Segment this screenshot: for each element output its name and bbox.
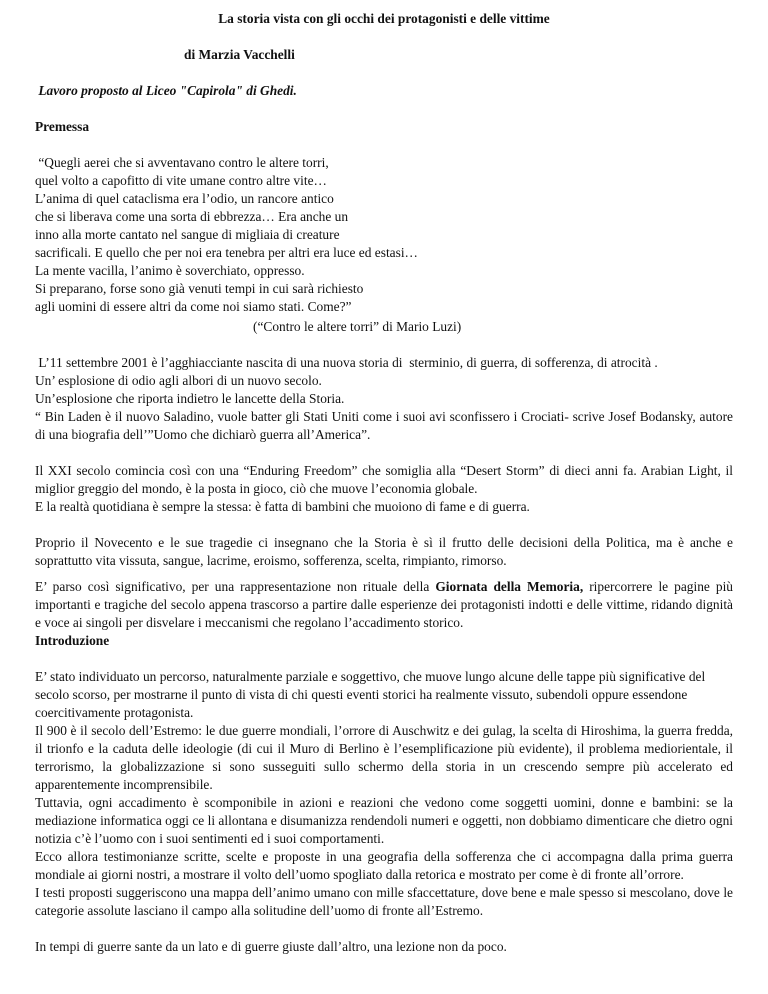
text-line: Un’ esplosione di odio agli albori di un nuovo secolo. [35,373,322,388]
september-11-lines [35,354,733,408]
paragraph-intro-2: Il 900 è il secolo dell’Estremo: le due guerre mondiali, l’orrore di Auschwitz e dei gulag, la scelta di Hiroshima, la guerra fredda, il trionfo e la caduta delle ideologie (di cui il Muro di Berlino è l’esemplificazione più evidente), il problema mediorientale, il terrorismo, la globalizzazione si sono susseguiti sullo schermo della storia in un crescendo sempre più accelerato ed apparentemente incomprensibile. [35,723,733,792]
poem-line: che si liberava come una sorta di ebbrezza… Era anche un [35,209,349,224]
poem-line: La mente vacilla, l’animo è soverchiato, oppresso. [35,263,305,278]
text-run: E’ parso così significativo, per una rappresentazione non rituale della [35,579,436,594]
paragraph-realta: E la realtà quotidiana è sempre la stessa: è fatta di bambini che muoiono di fame e di guerra. [35,499,530,514]
paragraph-intro-6: In tempi di guerre sante da un lato e di guerre giuste dall’altro, una lezione non da poco. [35,939,507,954]
paragraph-intro-4: Ecco allora testimonianze scritte, scelte e proposte in una geografia della sofferenza che ci accompagna dalla prima guerra mondiale ai giorni nostri, a mostrare il volto dell’uomo spogliato dalla retorica e mostrato per come è di fronte all’orrore. [35,849,733,882]
paragraph-giornata-memoria [35,578,733,632]
document-subtitle: Lavoro proposto al Liceo "Capirola" di Ghedi. [35,83,297,98]
paragraph-novecento: Proprio il Novecento e le sue tragedie ci insegnano che la Storia è sì il frutto delle decisioni della Politica, ma è anche e soprattutto vita vissuta, sangue, lacrime, eroismo, sofferenza, scelta, rimpianto, rimorso. [35,535,733,568]
paragraph-intro-1: E’ stato individuato un percorso, naturalmente parziale e soggettivo, che muove lungo alcune delle tappe più significative del secolo scorso, per mostrarne il punto di vista di chi questi eventi storici ha realmente vissuto, subendoli oppure essendone coercitivamente protagonista. [35,669,706,720]
poem-citation: (“Contro le altere torri” di Mario Luzi) [253,319,462,334]
paragraph-intro-5: I testi proposti suggeriscono una mappa dell’animo umano con mille sfaccettature, dove bene e male spesso si mescolano, dove le categorie assolute lasciano il campo alla solitudine dell’uomo di fronte all’Estremo. [35,885,733,918]
text-line: L’11 settembre 2001 è l’agghiacciante nascita di una nuova storia di sterminio, di guerra, di sofferenza, di atrocità . [35,355,658,370]
poem-line: “Quegli aerei che si avventavano contro le altere torri, [35,155,329,170]
paragraph-bin-laden: “ Bin Laden è il nuovo Saladino, vuole batter gli Stati Uniti come i suoi avi sconfissero i Crociati- scrive Josef Bodansky, autore di una biografia dell’”Uomo che dichiarò guerra all’America”. [35,409,733,442]
poem-line: agli uomini di essere altri da come noi siamo stati. Come?” [35,299,352,314]
paragraph-intro-3: Tuttavia, ogni accadimento è scomponibile in azioni e reazioni che vedono come soggetti uomini, donne e bambini: se la mediazione informatica oggi ce li allontana e disumanizza rendendoli numeri e oggetti, non dobbiamo dimenticare che dietro ogni notizia c’è l’uomo con i suoi sentimenti ed i suoi comportamenti. [35,795,733,846]
poem-line: inno alla morte cantato nel sangue di migliaia di creature [35,227,340,242]
poem-line: sacrificali. E quello che per noi era tenebra per altri era luce ed estasi… [35,245,418,260]
heading-introduzione: Introduzione [35,633,110,648]
document-author: di Marzia Vacchelli [184,47,295,62]
poem-line: quel volto a capofitto di vite umane contro altre vite… [35,173,327,188]
bold-text-giornata-memoria: Giornata della Memoria, [435,579,584,594]
heading-premessa: Premessa [35,119,90,134]
poem-line: Si preparano, forse sono già venuti tempi in cui sarà richiesto [35,281,364,296]
text-run: ripercorrere le pagine più importanti e tragiche del secolo appena trascorso a partire dalle esperienze dei protagonisti indotti e delle vittime, ridando dignità e voce ai singoli per disvelare i meccanismi che regolano l’accadimento storico. [35,579,733,630]
text-line: Un’esplosione che riporta indietro le lancette della Storia. [35,391,345,406]
document-title: La storia vista con gli occhi dei protagonisti e delle vittime [218,11,550,26]
poem-line: L’anima di quel cataclisma era l’odio, un rancore antico [35,191,334,206]
paragraph-xxi-secolo: Il XXI secolo comincia così con una “Enduring Freedom” che somiglia alla “Desert Storm” di dieci anni fa. Arabian Light, il miglior greggio del mondo, è la posta in gioco, ciò che muove l’economia globale. [35,463,733,496]
poem-quote [35,154,733,316]
